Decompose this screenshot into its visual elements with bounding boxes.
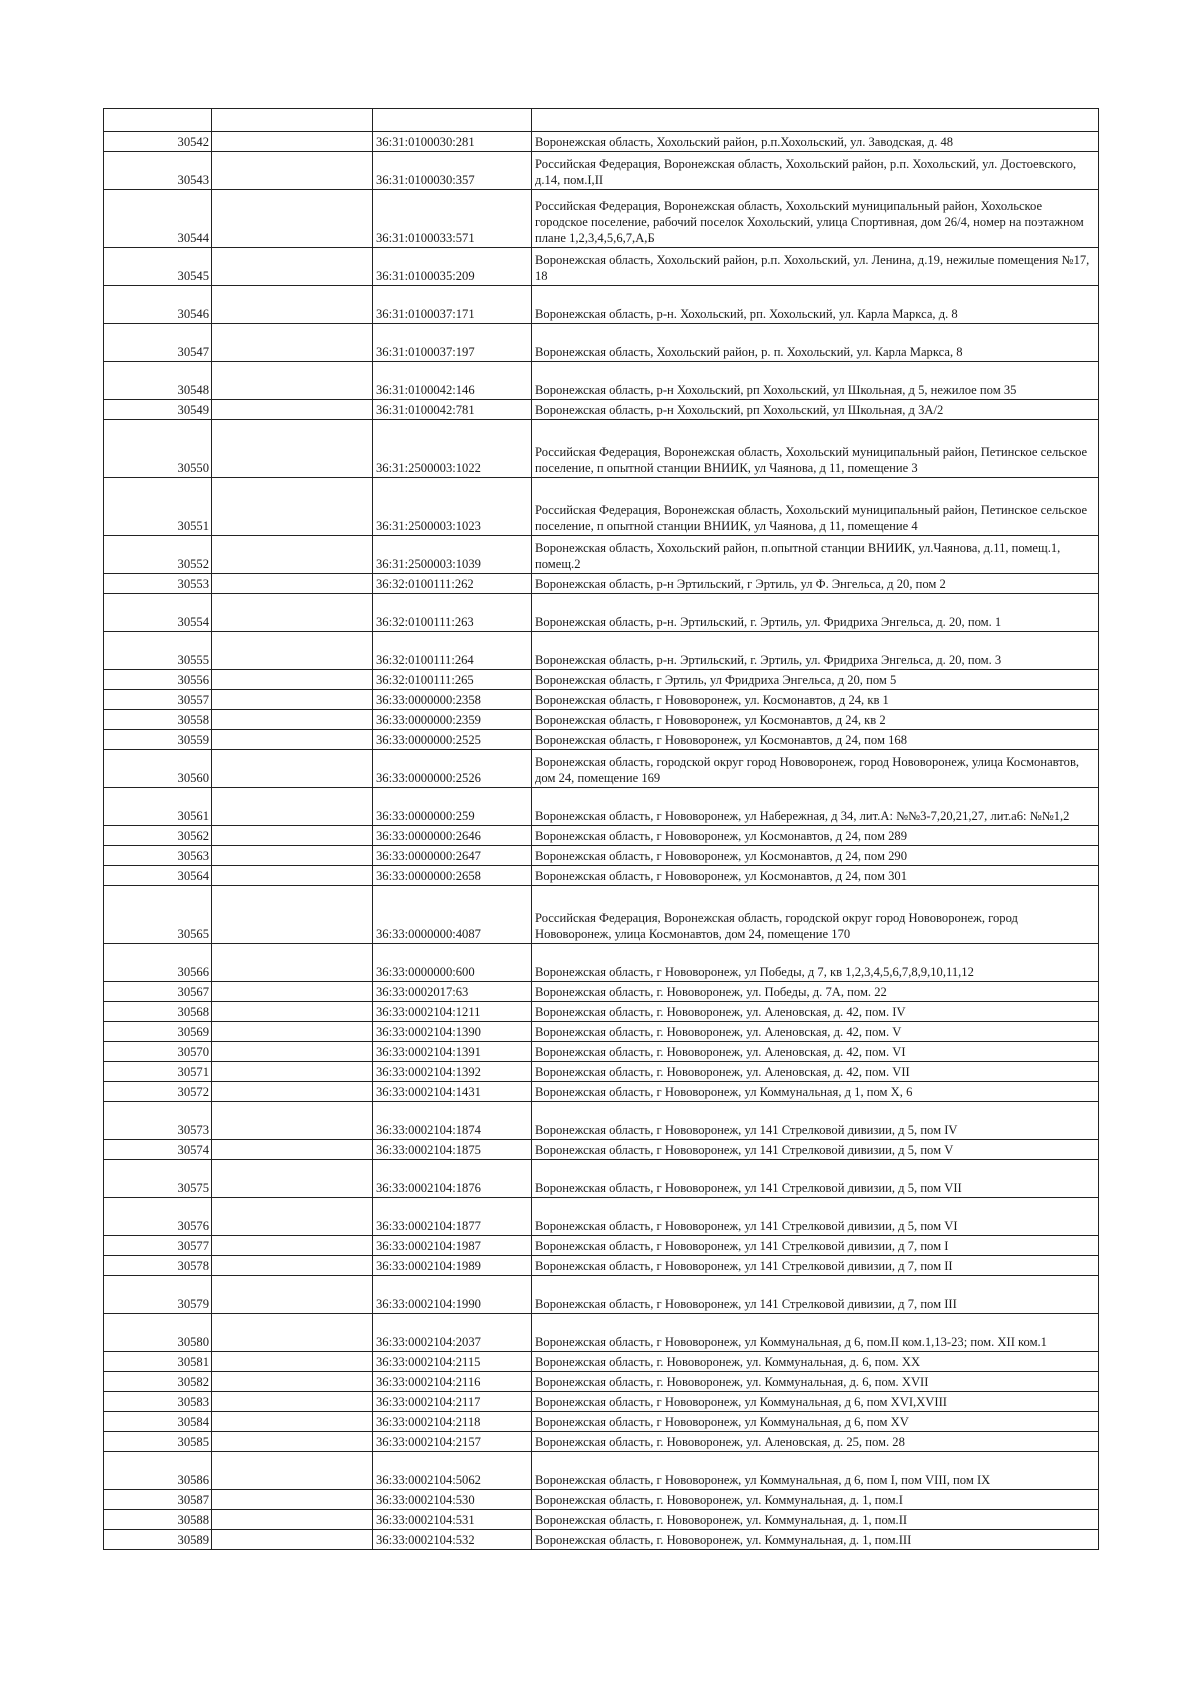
empty-cell — [212, 1352, 373, 1372]
cadastral-number: 36:33:0002104:530 — [373, 1490, 532, 1510]
row-number: 30582 — [104, 1372, 212, 1392]
empty-cell — [212, 730, 373, 750]
table-row — [104, 1082, 1099, 1102]
table-row — [104, 750, 1099, 788]
empty-cell — [212, 400, 373, 420]
table-row — [104, 1490, 1099, 1510]
cadastral-number: 36:31:2500003:1022 — [373, 420, 532, 478]
address: Воронежская область, г Нововоронеж, ул. Космонавтов, д 24, кв 1 — [532, 690, 1099, 710]
row-number: 30562 — [104, 826, 212, 846]
row-number: 30566 — [104, 944, 212, 982]
cadastral-number: 36:32:0100111:263 — [373, 594, 532, 632]
cadastral-number: 36:33:0000000:4087 — [373, 886, 532, 944]
empty-cell — [212, 190, 373, 248]
cadastral-number: 36:33:0002104:1989 — [373, 1256, 532, 1276]
empty-cell — [212, 632, 373, 670]
address: Воронежская область, городской округ город Нововоронеж, город Нововоронеж, улица Космонавтов, дом 24, помещение 169 — [532, 750, 1099, 788]
row-number: 30585 — [104, 1432, 212, 1452]
address: Российская Федерация, Воронежская область, Хохольский муниципальный район, Петинское сельское поселение, п опытной станции ВНИИК, ул Чаянова, д 11, помещение 4 — [532, 478, 1099, 536]
cadastral-number: 36:33:0002104:2118 — [373, 1412, 532, 1432]
row-number: 30548 — [104, 362, 212, 400]
cadastral-number: 36:33:0002104:5062 — [373, 1452, 532, 1490]
row-number: 30574 — [104, 1140, 212, 1160]
address: Воронежская область, г Нововоронеж, ул Коммунальная, д 6, пом XVI,XVIII — [532, 1392, 1099, 1412]
row-number: 30568 — [104, 1002, 212, 1022]
row-number: 30587 — [104, 1490, 212, 1510]
table-row — [104, 132, 1099, 152]
address: Воронежская область, р-н Хохольский, рп Хохольский, ул Школьная, д 3А/2 — [532, 400, 1099, 420]
row-number: 30580 — [104, 1314, 212, 1352]
table-row — [104, 1062, 1099, 1082]
cadastral-number: 36:32:0100111:262 — [373, 574, 532, 594]
row-number: 30545 — [104, 248, 212, 286]
table-row — [104, 690, 1099, 710]
address: Воронежская область, г Нововоронеж, ул 141 Стрелковой дивизии, д 7, пом I — [532, 1236, 1099, 1256]
address: Воронежская область, г. Нововоронеж, ул. Коммунальная, д. 6, пом. XX — [532, 1352, 1099, 1372]
table-row — [104, 944, 1099, 982]
address: Воронежская область, г. Нововоронеж, ул. Коммунальная, д. 1, пом.III — [532, 1530, 1099, 1550]
table-row — [104, 1002, 1099, 1022]
table-row — [104, 1372, 1099, 1392]
empty-cell — [212, 886, 373, 944]
empty-cell — [212, 324, 373, 362]
cadastral-number: 36:33:0000000:2358 — [373, 690, 532, 710]
cadastral-number: 36:33:0000000:2526 — [373, 750, 532, 788]
empty-cell — [212, 846, 373, 866]
empty-cell — [212, 1198, 373, 1236]
address: Воронежская область, г. Нововоронеж, ул. Коммунальная, д. 6, пом. XVII — [532, 1372, 1099, 1392]
cadastral-number: 36:31:2500003:1039 — [373, 536, 532, 574]
row-number: 30546 — [104, 286, 212, 324]
empty-cell — [212, 152, 373, 190]
empty-cell — [212, 1392, 373, 1412]
cadastral-number: 36:33:0002104:1987 — [373, 1236, 532, 1256]
cadastral-number: 36:31:2500003:1023 — [373, 478, 532, 536]
address: Воронежская область, р-н Эртильский, г Эртиль, ул Ф. Энгельса, д 20, пом 2 — [532, 574, 1099, 594]
cadastral-number: 36:31:0100042:146 — [373, 362, 532, 400]
table-row — [104, 400, 1099, 420]
table-row — [104, 248, 1099, 286]
cadastral-number: 36:33:0002104:2117 — [373, 1392, 532, 1412]
row-number: 30556 — [104, 670, 212, 690]
cadastral-number: 36:33:0000000:2359 — [373, 710, 532, 730]
row-number: 30565 — [104, 886, 212, 944]
table-row — [104, 1412, 1099, 1432]
address: Воронежская область, г Нововоронеж, ул 141 Стрелковой дивизии, д 5, пом V — [532, 1140, 1099, 1160]
row-number: 30547 — [104, 324, 212, 362]
address: Воронежская область, г. Нововоронеж, ул. Аленовская, д. 42, пом. VII — [532, 1062, 1099, 1082]
table-row — [104, 420, 1099, 478]
address: Воронежская область, р-н Хохольский, рп Хохольский, ул Школьная, д 5, нежилое пом 35 — [532, 362, 1099, 400]
empty-cell — [212, 248, 373, 286]
address: Воронежская область, г. Нововоронеж, ул. Аленовская, д. 42, пом. IV — [532, 1002, 1099, 1022]
table-row — [104, 1432, 1099, 1452]
address: Воронежская область, г Нововоронеж, ул Коммунальная, д 6, пом.II ком.1,13-23; пом. XII ком.1 — [532, 1314, 1099, 1352]
table-row — [104, 1256, 1099, 1276]
row-number: 30573 — [104, 1102, 212, 1140]
address: Воронежская область, г Нововоронеж, ул Набережная, д 34, лит.А: №№3-7,20,21,27, лит.а6: №№1,2 — [532, 788, 1099, 826]
empty-cell — [212, 1022, 373, 1042]
table-row — [104, 594, 1099, 632]
cadastral-number: 36:31:0100033:571 — [373, 190, 532, 248]
address: Воронежская область, г Нововоронеж, ул Космонавтов, д 24, пом 289 — [532, 826, 1099, 846]
table-row — [104, 362, 1099, 400]
table-row — [104, 1236, 1099, 1256]
empty-cell — [212, 1452, 373, 1490]
row-number: 30553 — [104, 574, 212, 594]
cadastral-number: 36:33:0002104:1211 — [373, 1002, 532, 1022]
table-row — [104, 632, 1099, 670]
cadastral-number: 36:33:0002104:2157 — [373, 1432, 532, 1452]
empty-cell — [212, 1412, 373, 1432]
row-number: 30576 — [104, 1198, 212, 1236]
row-number: 30551 — [104, 478, 212, 536]
cadastral-number: 36:31:0100037:171 — [373, 286, 532, 324]
address: Воронежская область, г. Нововоронеж, ул. Аленовская, д. 42, пом. VI — [532, 1042, 1099, 1062]
row-number: 30552 — [104, 536, 212, 574]
row-number: 30577 — [104, 1236, 212, 1256]
cadastral-number: 36:33:0002104:1874 — [373, 1102, 532, 1140]
row-number: 30563 — [104, 846, 212, 866]
empty-cell — [532, 109, 1099, 132]
empty-cell — [212, 1236, 373, 1256]
empty-cell — [212, 826, 373, 846]
empty-cell — [104, 109, 212, 132]
row-number: 30572 — [104, 1082, 212, 1102]
row-number: 30589 — [104, 1530, 212, 1550]
cadastral-number: 36:33:0002104:531 — [373, 1510, 532, 1530]
row-number: 30578 — [104, 1256, 212, 1276]
row-number: 30575 — [104, 1160, 212, 1198]
row-number: 30579 — [104, 1276, 212, 1314]
empty-cell — [212, 1276, 373, 1314]
table-row — [104, 1198, 1099, 1236]
cadastral-number: 36:33:0000000:259 — [373, 788, 532, 826]
address: Воронежская область, г Нововоронеж, ул 141 Стрелковой дивизии, д 7, пом II — [532, 1256, 1099, 1276]
table-top-row — [104, 109, 1099, 132]
empty-cell — [212, 1042, 373, 1062]
cadastral-number: 36:31:0100037:197 — [373, 324, 532, 362]
cadastral-number: 36:33:0002104:1391 — [373, 1042, 532, 1062]
row-number: 30543 — [104, 152, 212, 190]
empty-cell — [212, 109, 373, 132]
empty-cell — [212, 574, 373, 594]
empty-cell — [212, 788, 373, 826]
row-number: 30586 — [104, 1452, 212, 1490]
empty-cell — [212, 1102, 373, 1140]
row-number: 30567 — [104, 982, 212, 1002]
table-row — [104, 1042, 1099, 1062]
address: Российская Федерация, Воронежская область, Хохольский муниципальный район, Петинское сельское поселение, п опытной станции ВНИИК, ул Чаянова, д 11, помещение 3 — [532, 420, 1099, 478]
cadastral-number: 36:33:0002104:1431 — [373, 1082, 532, 1102]
table-row — [104, 190, 1099, 248]
empty-cell — [212, 944, 373, 982]
cadastral-number: 36:31:0100035:209 — [373, 248, 532, 286]
empty-cell — [212, 478, 373, 536]
empty-cell — [212, 1490, 373, 1510]
cadastral-number: 36:32:0100111:264 — [373, 632, 532, 670]
table-row — [104, 886, 1099, 944]
cadastral-number: 36:33:0002104:1876 — [373, 1160, 532, 1198]
row-number: 30569 — [104, 1022, 212, 1042]
cadastral-number: 36:31:0100030:281 — [373, 132, 532, 152]
empty-cell — [212, 132, 373, 152]
row-number: 30542 — [104, 132, 212, 152]
table-row — [104, 1352, 1099, 1372]
empty-cell — [212, 866, 373, 886]
table-row — [104, 788, 1099, 826]
row-number: 30558 — [104, 710, 212, 730]
address: Воронежская область, г. Нововоронеж, ул. Победы, д. 7А, пом. 22 — [532, 982, 1099, 1002]
table-row — [104, 846, 1099, 866]
address: Воронежская область, р-н. Эртильский, г. Эртиль, ул. Фридриха Энгельса, д. 20, пом. 1 — [532, 594, 1099, 632]
row-number: 30554 — [104, 594, 212, 632]
row-number: 30550 — [104, 420, 212, 478]
table-row — [104, 1140, 1099, 1160]
cadastral-number: 36:33:0002104:1875 — [373, 1140, 532, 1160]
table-row — [104, 982, 1099, 1002]
cadastral-number: 36:33:0002104:1392 — [373, 1062, 532, 1082]
table-row — [104, 1102, 1099, 1140]
empty-cell — [212, 1256, 373, 1276]
address: Воронежская область, Хохольский район, п.опытной станции ВНИИК, ул.Чаянова, д.11, помещ.1, помещ.2 — [532, 536, 1099, 574]
empty-cell — [212, 1062, 373, 1082]
table-row — [104, 826, 1099, 846]
cadastral-number: 36:33:0000000:2647 — [373, 846, 532, 866]
address: Воронежская область, г Нововоронеж, ул 141 Стрелковой дивизии, д 5, пом VII — [532, 1160, 1099, 1198]
row-number: 30559 — [104, 730, 212, 750]
row-number: 30584 — [104, 1412, 212, 1432]
row-number: 30571 — [104, 1062, 212, 1082]
empty-cell — [212, 982, 373, 1002]
row-number: 30555 — [104, 632, 212, 670]
table-row — [104, 1022, 1099, 1042]
row-number: 30561 — [104, 788, 212, 826]
cadastral-number: 36:33:0002104:2116 — [373, 1372, 532, 1392]
table-row — [104, 286, 1099, 324]
cadastral-number: 36:33:0002104:1877 — [373, 1198, 532, 1236]
table-row — [104, 536, 1099, 574]
table-row — [104, 866, 1099, 886]
address: Воронежская область, г Нововоронеж, ул Космонавтов, д 24, кв 2 — [532, 710, 1099, 730]
address: Воронежская область, Хохольский район, р.п.Хохольский, ул. Заводская, д. 48 — [532, 132, 1099, 152]
row-number: 30588 — [104, 1510, 212, 1530]
cadastral-number: 36:33:0000000:2646 — [373, 826, 532, 846]
cadastral-number: 36:32:0100111:265 — [373, 670, 532, 690]
registry-table-body — [104, 109, 1099, 1550]
address: Российская Федерация, Воронежская область, городской округ город Нововоронеж, город Нововоронеж, улица Космонавтов, дом 24, помещение 170 — [532, 886, 1099, 944]
table-row — [104, 1392, 1099, 1412]
table-row — [104, 324, 1099, 362]
empty-cell — [373, 109, 532, 132]
cadastral-number: 36:31:0100042:781 — [373, 400, 532, 420]
empty-cell — [212, 670, 373, 690]
address: Воронежская область, г. Нововоронеж, ул. Коммунальная, д. 1, пом.II — [532, 1510, 1099, 1530]
address: Воронежская область, г Нововоронеж, ул Коммунальная, д 6, пом XV — [532, 1412, 1099, 1432]
cadastral-number: 36:33:0000000:2658 — [373, 866, 532, 886]
empty-cell — [212, 362, 373, 400]
row-number: 30549 — [104, 400, 212, 420]
address: Воронежская область, Хохольский район, р.п. Хохольский, ул. Ленина, д.19, нежилые помещения №17, 18 — [532, 248, 1099, 286]
table-row — [104, 710, 1099, 730]
row-number: 30544 — [104, 190, 212, 248]
row-number: 30560 — [104, 750, 212, 788]
empty-cell — [212, 286, 373, 324]
table-row — [104, 1160, 1099, 1198]
table-row — [104, 670, 1099, 690]
row-number: 30581 — [104, 1352, 212, 1372]
cadastral-number: 36:33:0000000:2525 — [373, 730, 532, 750]
address: Воронежская область, р-н. Эртильский, г. Эртиль, ул. Фридриха Энгельса, д. 20, пом. 3 — [532, 632, 1099, 670]
table-row — [104, 152, 1099, 190]
address: Воронежская область, г Нововоронеж, ул Коммунальная, д 1, пом X, 6 — [532, 1082, 1099, 1102]
registry-table — [103, 108, 1099, 1550]
empty-cell — [212, 1140, 373, 1160]
cadastral-number: 36:33:0000000:600 — [373, 944, 532, 982]
empty-cell — [212, 1314, 373, 1352]
address: Российская Федерация, Воронежская область, Хохольский муниципальный район, Хохольское городское поселение, рабочий поселок Хохольский, улица Спортивная, дом 26/4, номер на поэтажном плане 1,2,3,4,5,6,7,А,Б — [532, 190, 1099, 248]
cadastral-number: 36:33:0002104:1390 — [373, 1022, 532, 1042]
empty-cell — [212, 1372, 373, 1392]
empty-cell — [212, 750, 373, 788]
empty-cell — [212, 1432, 373, 1452]
address: Воронежская область, г Нововоронеж, ул 141 Стрелковой дивизии, д 7, пом III — [532, 1276, 1099, 1314]
address: Воронежская область, г. Нововоронеж, ул. Аленовская, д. 25, пом. 28 — [532, 1432, 1099, 1452]
address: Воронежская область, г. Нововоронеж, ул. Коммунальная, д. 1, пом.I — [532, 1490, 1099, 1510]
table-row — [104, 1530, 1099, 1550]
address: Воронежская область, г Нововоронеж, ул 141 Стрелковой дивизии, д 5, пом IV — [532, 1102, 1099, 1140]
table-row — [104, 1314, 1099, 1352]
address: Воронежская область, г Нововоронеж, ул Космонавтов, д 24, пом 168 — [532, 730, 1099, 750]
address: Воронежская область, г. Нововоронеж, ул. Аленовская, д. 42, пом. V — [532, 1022, 1099, 1042]
cadastral-number: 36:33:0002104:1990 — [373, 1276, 532, 1314]
table-row — [104, 574, 1099, 594]
address: Воронежская область, г Эртиль, ул Фридриха Энгельса, д 20, пом 5 — [532, 670, 1099, 690]
row-number: 30583 — [104, 1392, 212, 1412]
row-number: 30557 — [104, 690, 212, 710]
address: Воронежская область, г Нововоронеж, ул 141 Стрелковой дивизии, д 5, пом VI — [532, 1198, 1099, 1236]
address: Воронежская область, Хохольский район, р. п. Хохольский, ул. Карла Маркса, 8 — [532, 324, 1099, 362]
table-row — [104, 1510, 1099, 1530]
cadastral-number: 36:33:0002104:2037 — [373, 1314, 532, 1352]
cadastral-number: 36:31:0100030:357 — [373, 152, 532, 190]
empty-cell — [212, 1082, 373, 1102]
empty-cell — [212, 1530, 373, 1550]
cadastral-number: 36:33:0002017:63 — [373, 982, 532, 1002]
row-number: 30564 — [104, 866, 212, 886]
address: Воронежская область, г Нововоронеж, ул Космонавтов, д 24, пом 301 — [532, 866, 1099, 886]
empty-cell — [212, 594, 373, 632]
empty-cell — [212, 536, 373, 574]
empty-cell — [212, 690, 373, 710]
address: Воронежская область, г Нововоронеж, ул Космонавтов, д 24, пом 290 — [532, 846, 1099, 866]
table-row — [104, 1452, 1099, 1490]
cadastral-number: 36:33:0002104:2115 — [373, 1352, 532, 1372]
empty-cell — [212, 420, 373, 478]
address: Российская Федерация, Воронежская область, Хохольский район, р.п. Хохольский, ул. Достоевского, д.14, пом.I,II — [532, 152, 1099, 190]
address: Воронежская область, р-н. Хохольский, рп. Хохольский, ул. Карла Маркса, д. 8 — [532, 286, 1099, 324]
empty-cell — [212, 1002, 373, 1022]
empty-cell — [212, 1510, 373, 1530]
empty-cell — [212, 1160, 373, 1198]
address: Воронежская область, г Нововоронеж, ул Коммунальная, д 6, пом I, пом VIII, пом IX — [532, 1452, 1099, 1490]
table-row — [104, 1276, 1099, 1314]
table-row — [104, 478, 1099, 536]
cadastral-number: 36:33:0002104:532 — [373, 1530, 532, 1550]
row-number: 30570 — [104, 1042, 212, 1062]
empty-cell — [212, 710, 373, 730]
table-row — [104, 730, 1099, 750]
address: Воронежская область, г Нововоронеж, ул Победы, д 7, кв 1,2,3,4,5,6,7,8,9,10,11,12 — [532, 944, 1099, 982]
